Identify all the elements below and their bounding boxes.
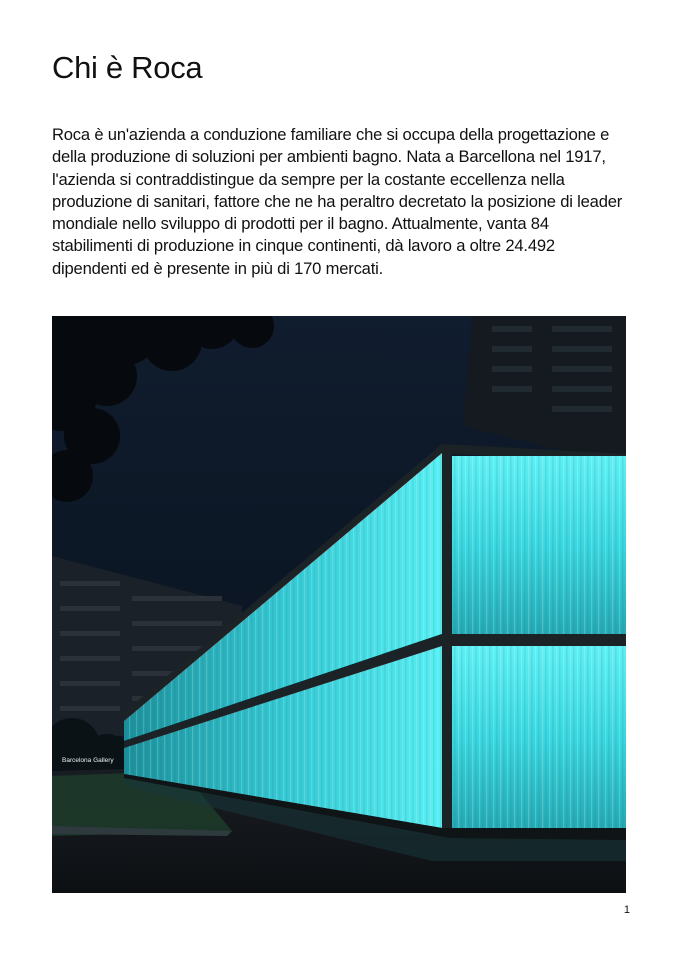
intro-paragraph: Roca è un'azienda a conduzione familiare che si occupa della progettazione e della produzione di soluzioni per ambienti bagno. Nata a Barcellona nel 1917, l'azienda si contraddistingue da sempre per la costante eccellenza nella produzione di sanitari, fattore che ne ha peraltro decretato la posizione di leader mondiale nello sviluppo di prodotti per il bagno. Attualmente, vanta 84 stabilimenti di produzione in cinque continenti, dà lavoro a oltre 24.492 dipendenti ed è presente in più di 170 mercati. xyxy=(52,125,623,278)
building-photo xyxy=(52,316,626,893)
building-photo-illustration xyxy=(52,316,626,893)
page-number: 1 xyxy=(623,904,630,916)
gallery-sign: Barcelona Gallery xyxy=(62,757,114,764)
page-title: Chi è Roca xyxy=(52,50,203,85)
